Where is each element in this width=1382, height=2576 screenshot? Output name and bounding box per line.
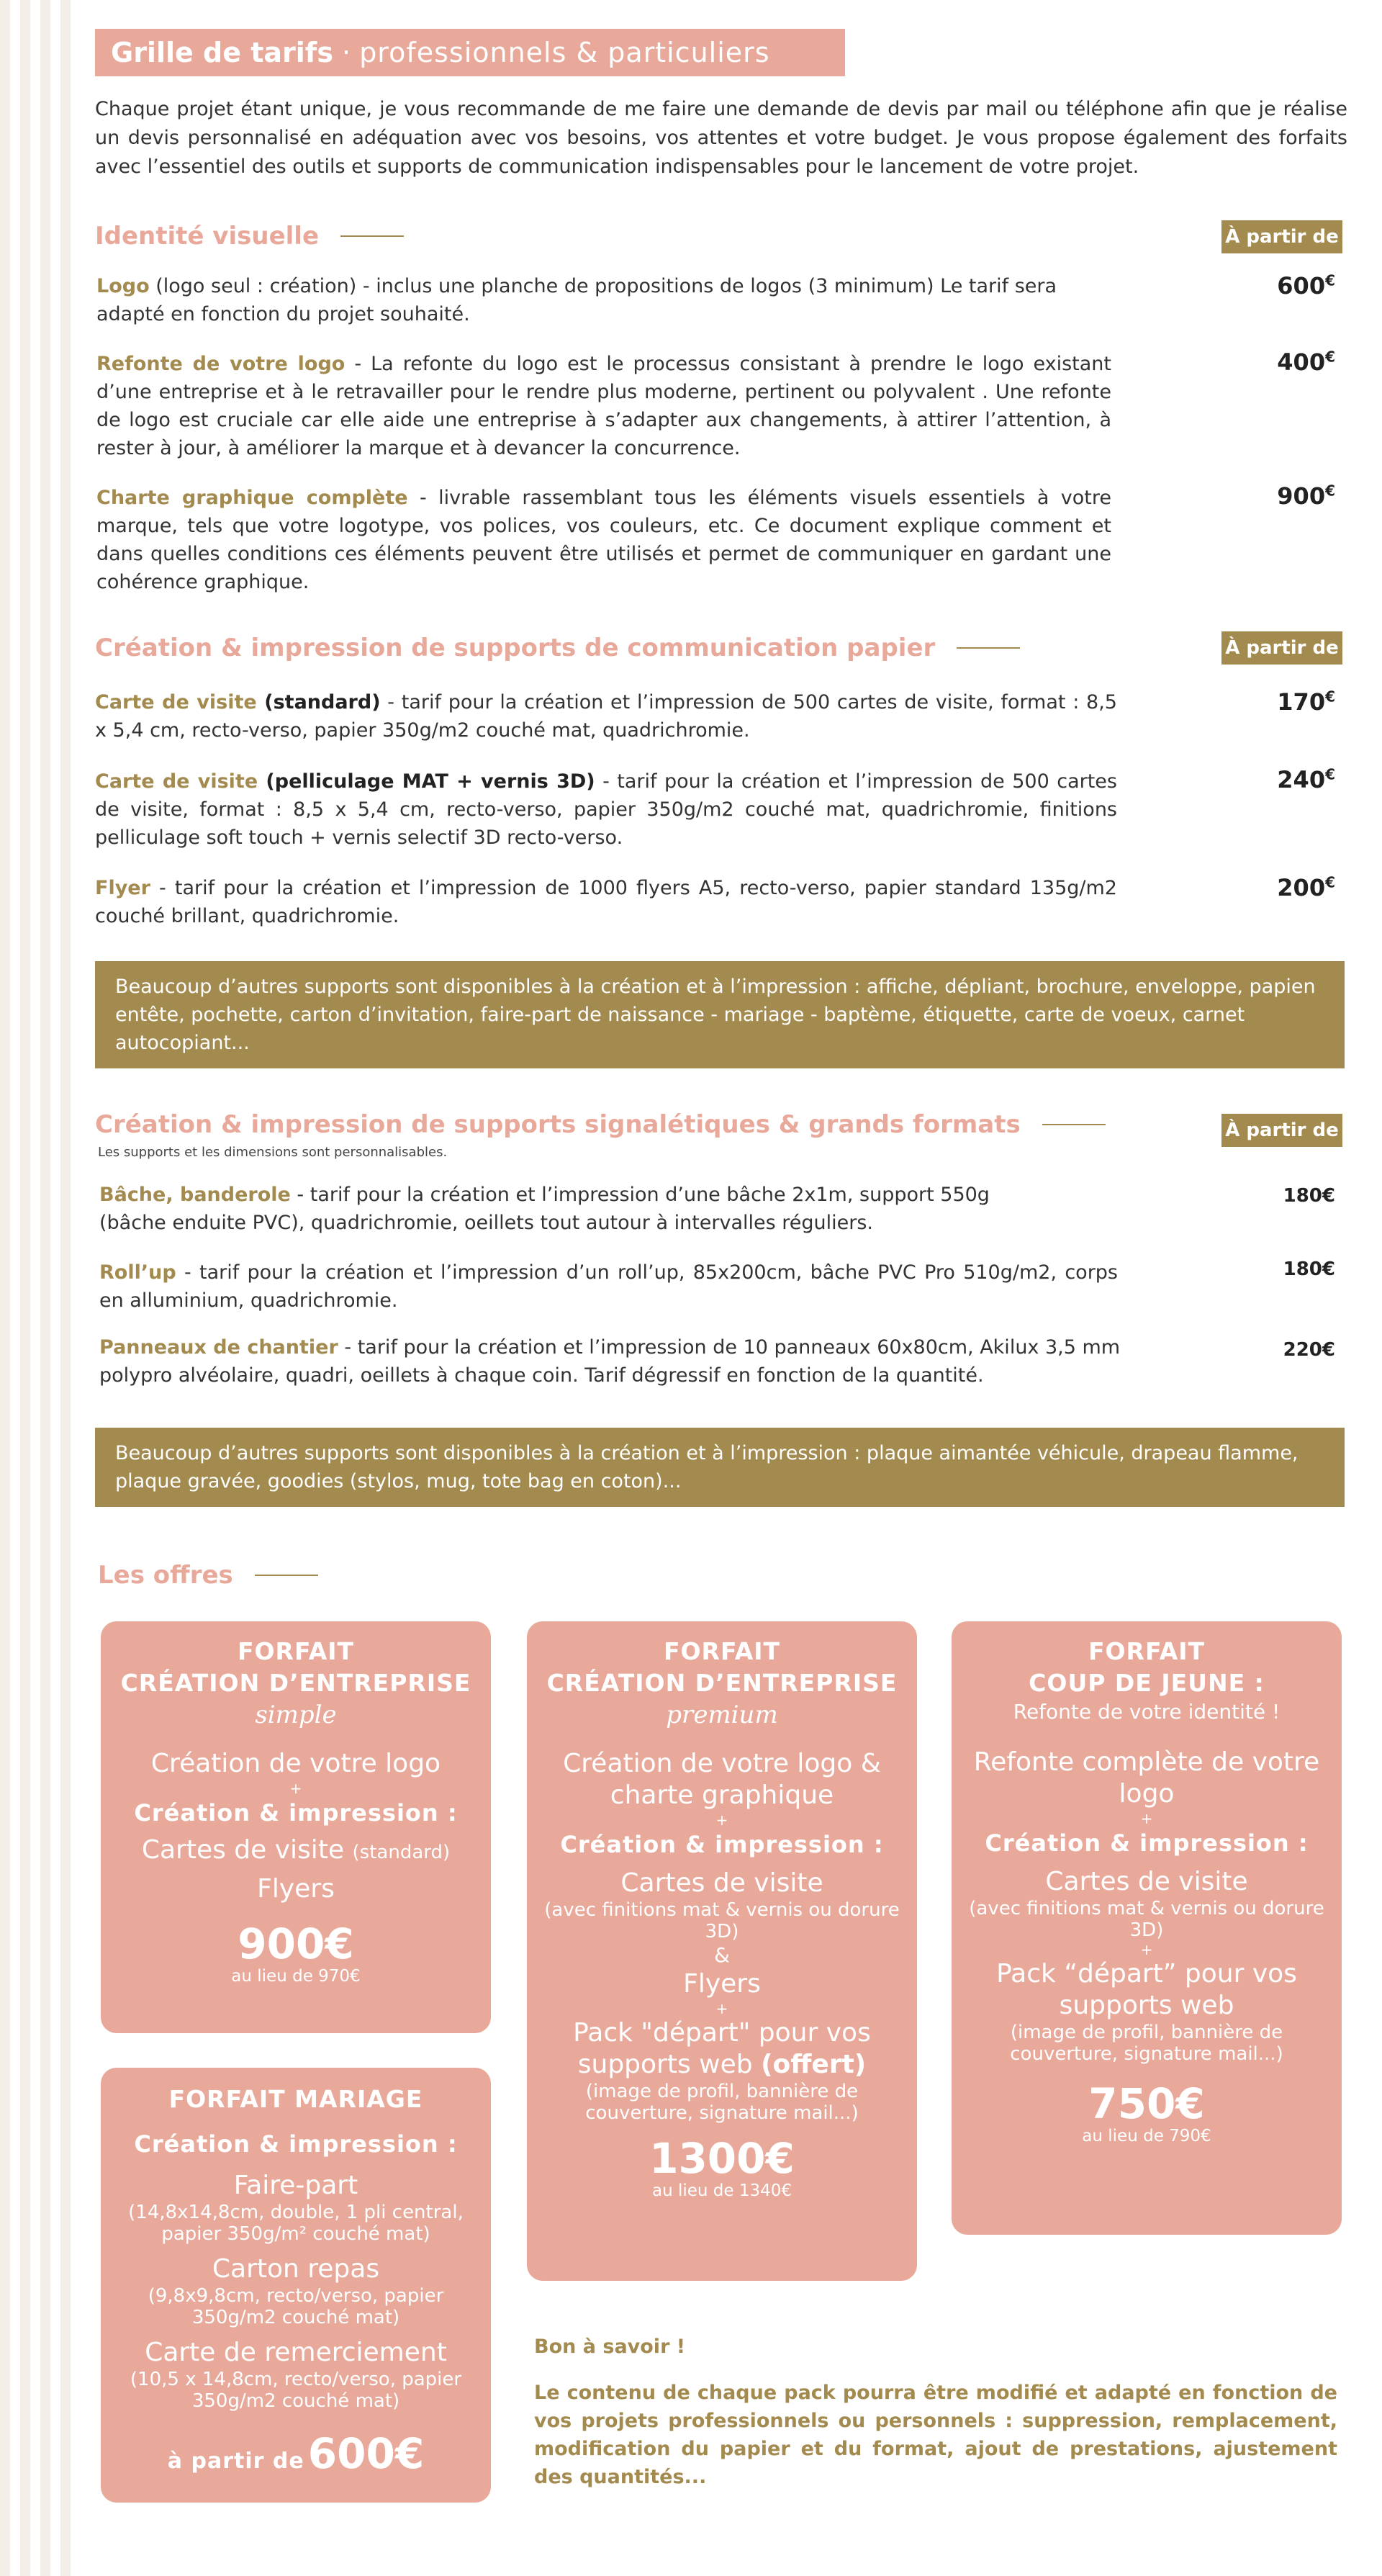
card-price: 750€ bbox=[1088, 2079, 1205, 2128]
card-price-row: à partir de 600€ bbox=[167, 2429, 425, 2478]
card-line: Cartes de visite bbox=[1045, 1867, 1248, 1896]
card-line: Pack "départ" pour vos supports web (offert) bbox=[573, 2018, 871, 2079]
card-heading-2: CRÉATION D’ENTREPRISE bbox=[546, 1669, 898, 1697]
plus-sign: + bbox=[289, 1780, 302, 1797]
item-key-bold: (standard) bbox=[256, 691, 381, 713]
offer-card-premium bbox=[527, 1621, 917, 2281]
card-subtitle: Refonte de votre identité ! bbox=[1013, 1700, 1281, 1724]
plus-sign: + bbox=[1140, 1941, 1153, 1958]
item-text: - tarif pour la création et l’impression de 500 cartes de visite, format : 8,5 x 5,4 cm, recto-verso, papier 350g/m2 couché mat, quadrichromie, finitions pelliculage soft touch + vernis selectif 3D recto-verso. bbox=[95, 770, 1117, 849]
item-key: Charte graphique complète bbox=[96, 487, 408, 509]
item-text: - tarif pour la création et l’impression de 500 cartes de visite, format : 8,5 x 5,4 cm, recto-verso, papier 350g/m2 couché mat, quadrichromie. bbox=[95, 691, 1117, 742]
section-title-papier bbox=[95, 634, 1020, 662]
price-flyer: 200€ bbox=[1277, 873, 1335, 901]
price-item-charte bbox=[96, 484, 1111, 596]
card-script: premium bbox=[666, 1701, 778, 1729]
card-line-bold: Création & impression : bbox=[134, 1799, 458, 1827]
item-text: - tarif pour la création et l’impression de 1000 flyers A5, recto-verso, papier standard 135g/m2 couché brillant, quadrichromie. bbox=[95, 877, 1117, 927]
section-title-offres bbox=[98, 1561, 318, 1590]
card-line-small: (avec finitions mat & vernis ou dorure 3D) bbox=[969, 1898, 1324, 1941]
item-key-bold: (pelliculage MAT + vernis 3D) bbox=[258, 770, 595, 793]
card-line-small: (9,8x9,8cm, recto/verso, papier 350g/m2 couché mat) bbox=[148, 2285, 444, 2328]
item-text: - tarif pour la création et l’impression de 10 panneaux 60x80cm, Akilux 3,5 mm polypro alvéolaire, quadri, oeillets à chaque coin. Tarif dégressif en fonction de la quantité. bbox=[99, 1336, 1121, 1387]
card-heading-2: CRÉATION D’ENTREPRISE bbox=[120, 1669, 471, 1697]
card-price: 1300€ bbox=[649, 2134, 795, 2183]
card-line-small: (10,5 x 14,8cm, recto/verso, papier 350g/m2 couché mat) bbox=[130, 2369, 462, 2412]
item-key: Bâche, banderole bbox=[99, 1184, 291, 1206]
offer-card-simple bbox=[101, 1621, 491, 2033]
card-line-small: (14,8x14,8cm, double, 1 pli central, papier 350g/m² couché mat) bbox=[128, 2202, 464, 2245]
note-signaletique: Beaucoup d’autres supports sont disponibles à la création et à l’impression : plaque aimantée véhicule, drapeau flamme, plaque gravée, goodies (stylos, mug, tote bag en coton)... bbox=[95, 1428, 1345, 1507]
price-item-refonte bbox=[96, 350, 1111, 462]
title-subtitle: professionnels & particuliers bbox=[359, 37, 770, 68]
section-title-text: Les offres bbox=[98, 1561, 233, 1590]
offer-card-mariage bbox=[101, 2068, 491, 2503]
a-partir-de-badge: À partir de bbox=[1221, 1114, 1342, 1147]
card-line-bold: Création & impression : bbox=[560, 1831, 884, 1858]
title-underline bbox=[957, 647, 1020, 649]
item-key: Panneaux de chantier bbox=[99, 1336, 338, 1359]
year-label: 2025 bbox=[824, 31, 842, 76]
card-line: Cartes de visite (standard) bbox=[141, 1835, 451, 1865]
bon-a-savoir-text: Le contenu de chaque pack pourra être modifié et adapté en fonction de vos projets professionnels ou personnels : suppression, remplacement, modification du papier et du format, ajout de prestations, ajustement des quantités... bbox=[534, 2382, 1337, 2488]
section-title-identite bbox=[95, 222, 404, 251]
price-item-flyer bbox=[95, 874, 1117, 930]
price-item-logo bbox=[96, 272, 1119, 328]
title-underline bbox=[340, 235, 404, 237]
card-line: Création de votre logo bbox=[150, 1749, 441, 1778]
card-heading-2: COUP DE JEUNE : bbox=[1029, 1669, 1265, 1697]
price-panneaux: 220€ bbox=[1283, 1339, 1335, 1361]
price-item-carte-vernis bbox=[95, 767, 1117, 852]
card-line: Carton repas bbox=[212, 2254, 380, 2284]
card-old-price: au lieu de 1340€ bbox=[651, 2181, 792, 2200]
card-price: 600€ bbox=[307, 2429, 425, 2478]
plus-sign: + bbox=[1140, 1810, 1153, 1827]
a-partir-de-badge: À partir de bbox=[1221, 631, 1342, 665]
card-old-price: au lieu de 970€ bbox=[231, 1967, 361, 1986]
section-title-text: Identité visuelle bbox=[95, 222, 319, 251]
item-key: Carte de visite bbox=[95, 691, 257, 713]
item-key: Roll’up bbox=[99, 1261, 176, 1284]
intro-paragraph: Chaque projet étant unique, je vous recommande de me faire une demande de devis par mail ou téléphone afin que je réalise un devis personnalisé en adéquation avec vos besoins, vos attentes et votre budget. Je vous propose également des forfaits avec l’essentiel des outils et supports de communication indispensables pour le lancement de votre projet. bbox=[95, 98, 1347, 178]
item-text: - tarif pour la création et l’impression d’un roll’up, 85x200cm, bâche PVC Pro 510g/m2, corps en alluminium, quadrichromie. bbox=[99, 1261, 1118, 1312]
item-text: - tarif pour la création et l’impression d’une bâche 2x1m, support 550g (bâche enduite PVC), quadrichromie, oeillets tout autour à intervalles réguliers. bbox=[99, 1184, 990, 1234]
title-separator: · bbox=[333, 37, 360, 68]
plus-sign: + bbox=[715, 2000, 728, 2017]
price-bache: 180€ bbox=[1283, 1185, 1335, 1207]
card-line: Refonte complète de votre logo bbox=[973, 1747, 1320, 1809]
bon-a-savoir-title: Bon à savoir ! bbox=[534, 2336, 686, 2358]
card-line-bold: Création & impression : bbox=[134, 2130, 458, 2158]
card-line: Pack “départ” pour vos supports web bbox=[996, 1959, 1297, 2020]
price-rollup: 180€ bbox=[1283, 1258, 1335, 1280]
item-text: (logo seul : création) - inclus une planche de propositions de logos (3 minimum) Le tarif sera adapté en fonction du projet souhaité. bbox=[96, 275, 1057, 325]
item-text: - La refonte du logo est le processus consistant à prendre le logo existant d’une entreprise et à le retravailler pour le rendre plus moderne, pertinent ou polyvalent . Une refonte de logo est cruciale car elle aide une entreprise à s’adapter aux changements, à attirer l’attention, à rester à jour, à améliorer la marque et à devancer la concurrence. bbox=[96, 353, 1111, 459]
card-heading: FORFAIT bbox=[1088, 1637, 1206, 1665]
note-papier: Beaucoup d’autres supports sont disponibles à la création et à l’impression : affiche, dépliant, brochure, enveloppe, papien entête, pochette, carton d’invitation, faire-part de naissance - mariage - baptème, étiquette, carte de voeux, carnet autocopiant... bbox=[95, 961, 1345, 1068]
card-heading: FORFAIT bbox=[237, 1637, 355, 1665]
section-subtitle: Les supports et les dimensions sont personnalisables. bbox=[98, 1145, 448, 1160]
card-line-small: (image de profil, bannière de couverture, signature mail...) bbox=[1010, 2022, 1283, 2065]
card-heading: FORFAIT bbox=[663, 1637, 781, 1665]
offer-card-coup-de-jeune bbox=[952, 1621, 1342, 2235]
item-text: - livrable rassemblant tous les éléments visuels essentiels à votre marque, tels que votre logotype, vos polices, vos couleurs, etc. Ce document explique comment et dans quelles conditions ces éléments peuvent être utilisés et permet de communiquer en gardant une cohérence graphique. bbox=[96, 487, 1111, 593]
price-item-bache bbox=[99, 1181, 1042, 1237]
card-line-small: (image de profil, bannière de couverture, signature mail...) bbox=[585, 2081, 859, 2124]
item-key: Refonte de votre logo bbox=[96, 353, 346, 375]
item-key: Logo bbox=[96, 275, 150, 297]
card-price: 900€ bbox=[238, 1919, 354, 1968]
card-line: Flyers bbox=[257, 1874, 335, 1904]
page-title bbox=[95, 29, 845, 76]
item-key: Flyer bbox=[95, 877, 150, 899]
price-carte-standard: 170€ bbox=[1277, 688, 1335, 716]
card-line-small: (avec finitions mat & vernis ou dorure 3D) bbox=[544, 1899, 900, 1942]
card-line: Flyers bbox=[683, 1969, 761, 1999]
price-item-panneaux bbox=[99, 1333, 1136, 1390]
item-key: Carte de visite bbox=[95, 770, 258, 793]
title-underline bbox=[255, 1575, 318, 1576]
price-item-carte-standard bbox=[95, 688, 1117, 744]
card-line: Cartes de visite bbox=[620, 1868, 823, 1898]
a-partir-de-badge: À partir de bbox=[1221, 220, 1342, 253]
section-title-signaletique bbox=[95, 1110, 1106, 1139]
card-line: Faire-part bbox=[233, 2171, 358, 2200]
price-charte: 900€ bbox=[1277, 482, 1335, 510]
section-title-text: Création & impression de supports de communication papier bbox=[95, 634, 936, 662]
plus-sign: + bbox=[715, 1811, 728, 1829]
section-title-text: Création & impression de supports signalétiques & grands formats bbox=[95, 1110, 1021, 1139]
card-line-bold: Création & impression : bbox=[985, 1829, 1309, 1857]
title-underline bbox=[1042, 1124, 1106, 1125]
card-old-price: au lieu de 790€ bbox=[1082, 2127, 1211, 2145]
card-script: simple bbox=[255, 1701, 337, 1729]
card-heading: FORFAIT MARIAGE bbox=[168, 2085, 423, 2113]
title-bold: Grille de tarifs bbox=[111, 37, 333, 68]
decorative-stripes bbox=[0, 0, 79, 2576]
card-line: Carte de remerciement bbox=[145, 2338, 447, 2367]
card-line: Création de votre logo & charte graphique bbox=[563, 1749, 881, 1810]
price-item-rollup bbox=[99, 1258, 1118, 1315]
ampersand: & bbox=[714, 1943, 730, 1967]
price-logo: 600€ bbox=[1277, 271, 1335, 300]
price-refonte: 400€ bbox=[1277, 348, 1335, 376]
price-carte-vernis: 240€ bbox=[1277, 765, 1335, 793]
